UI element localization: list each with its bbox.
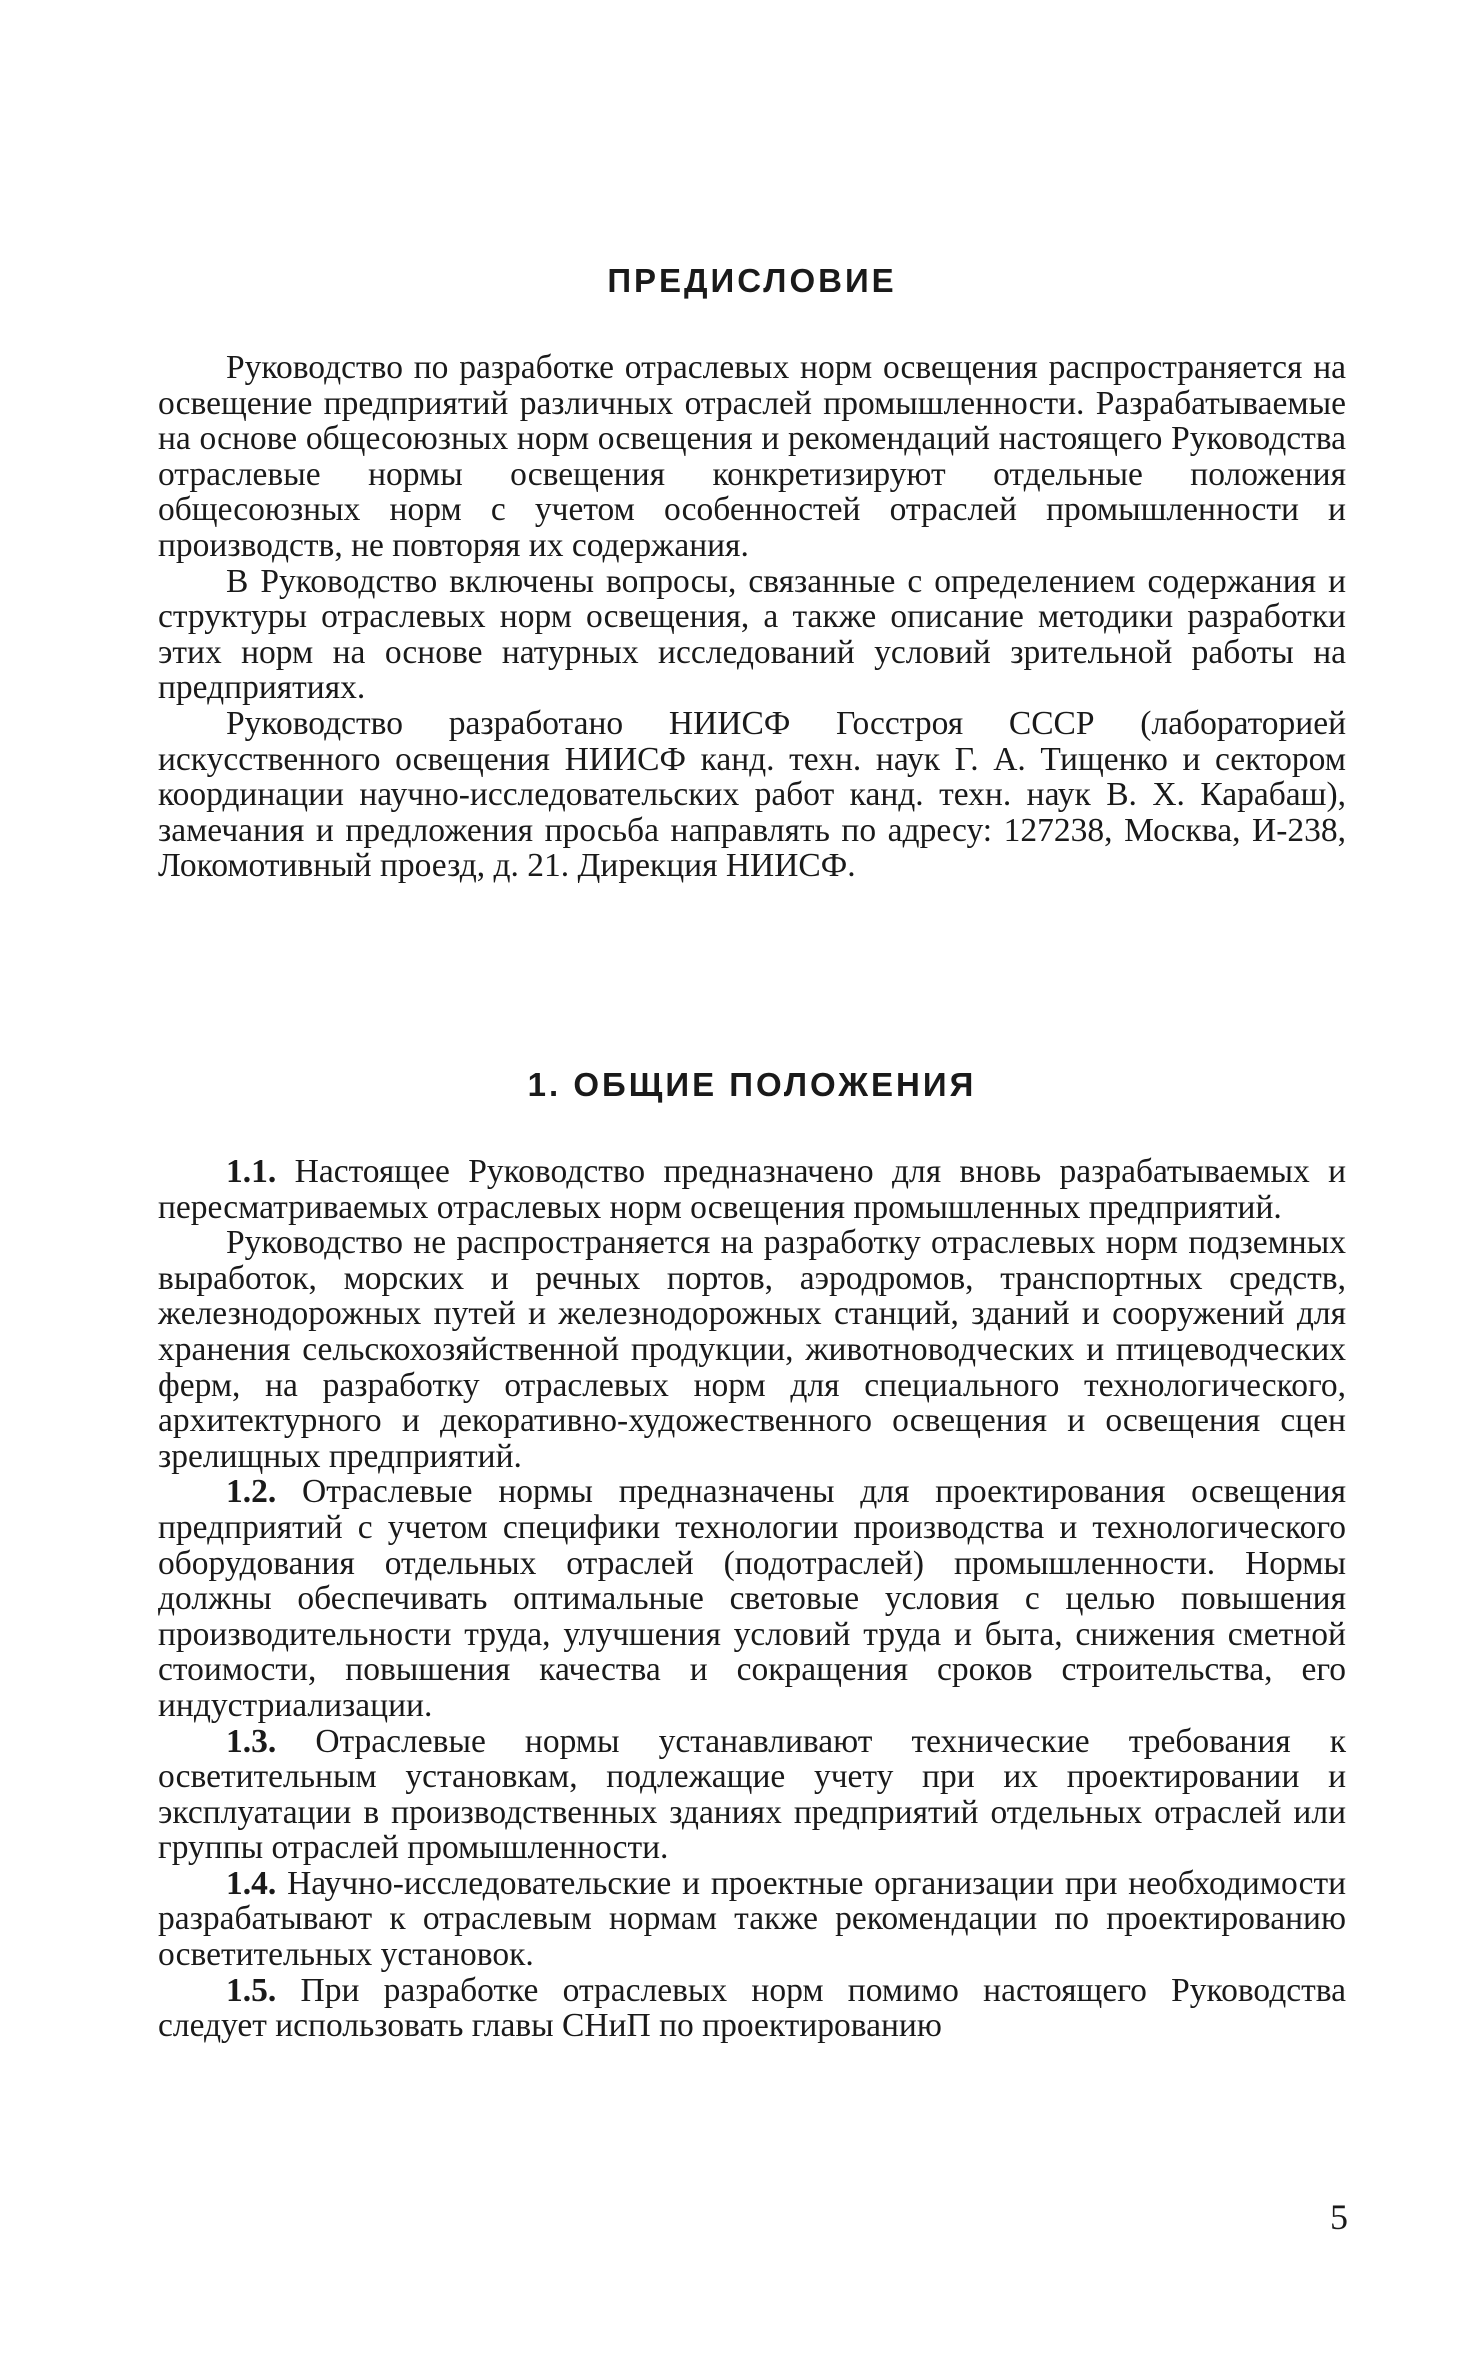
clause-text: Руководство не распространяется на разработку отраслевых норм подземных выработок, морских и речных портов, аэродромов, транспортных средств, железнодорожных путей и железнодорожных станций, зданий и сооружений для хранения сельскохозяйственной продукции, животноводческих и птицеводческих ферм, на разработку отраслевых норм для специального технологического, архитектурного и декоративно-художественного освещения и освещения сцен зрелищных предприятий. (158, 1224, 1346, 1475)
preface-paragraph-2: В Руководство включены вопросы, связанные с определением содержания и структуры отраслевых норм освещения, а также описание методики разработки этих норм на основе натурных исследований условий зрительной работы на предприятиях. (158, 562, 1346, 707)
clause-number: 1.5. (226, 1971, 277, 2009)
clause-text: Отраслевые нормы устанавливают технические требования к осветительным установкам, подлежащие учету при их проектировании и эксплуатации в производственных зданиях предприятий отдельных отраслей или группы отраслей промышленности. (158, 1722, 1346, 1867)
clause-1-2 (158, 1474, 1346, 1723)
clause-1-1-continued (158, 1225, 1346, 1474)
page-number: 5 (1330, 2197, 1348, 2237)
clause-1-5 (158, 1973, 1346, 2044)
preface-paragraph-3: Руководство разработано НИИСФ Госстроя СССР (лабораторией искусственного освещения НИИСФ канд. техн. наук Г. А. Тищенко и сектором координации научно-исследовательских работ канд. техн. наук В. Х. Карабаш), замечания и предложения просьба направлять по адресу: 127238, Москва, И-238, Локомотивный проезд, д. 21. Дирекция НИИСФ. (158, 704, 1346, 885)
clause-1-3 (158, 1724, 1346, 1866)
clause-text: Настоящее Руководство предназначено для вновь разрабатываемых и пересматриваемых отраслевых норм освещения промышленных предприятий. (158, 1153, 1347, 1226)
section-1-body (158, 1154, 1346, 2044)
clause-1-4 (158, 1866, 1346, 1973)
clause-number: 1.1. (226, 1153, 277, 1190)
clause-number: 1.2. (226, 1473, 277, 1511)
preface-paragraph-1: Руководство по разработке отраслевых норм освещения распространяется на освещение предприятий различных отраслей промышленности. Разрабатываемые на основе общесоюзных норм освещения и рекомендаций настоящего Руководства отраслевые нормы освещения конкретизируют отдельные положения общесоюзных норм с учетом особенностей отраслей промышленности и производств, не повторяя их содержания. (158, 349, 1346, 564)
preface-body (158, 350, 1346, 884)
clause-1-1 (158, 1154, 1346, 1225)
section-1-heading-wrap (158, 1066, 1346, 1104)
section-1-title: 1. ОБЩИЕ ПОЛОЖЕНИЯ (527, 1066, 977, 1103)
clause-text: Научно-исследовательские и проектные организации при необходимости разрабатывают к отраслевым нормам также рекомендации по проектированию осветительных установок. (158, 1864, 1347, 1974)
clause-text: Отраслевые нормы предназначены для проектирования освещения предприятий с учетом специфики технологии производства и технологического оборудования отдельных отраслей (подотраслей) промышленности. Нормы должны обеспечивать оптимальные световые условия с целью повышения производительности труда, улучшения условий труда и быта, снижения сметной стоимости, повышения качества и сокращения сроков строительства, его индустриализации. (158, 1473, 1346, 1724)
preface-title: ПРЕДИСЛОВИЕ (607, 262, 897, 299)
clause-text: При разработке отраслевых норм помимо настоящего Руководства следует использовать главы СНиП по проектированию (158, 1971, 1346, 2045)
preface-section (158, 262, 1346, 300)
clause-number: 1.3. (226, 1722, 277, 1760)
clause-number: 1.4. (226, 1864, 277, 1902)
